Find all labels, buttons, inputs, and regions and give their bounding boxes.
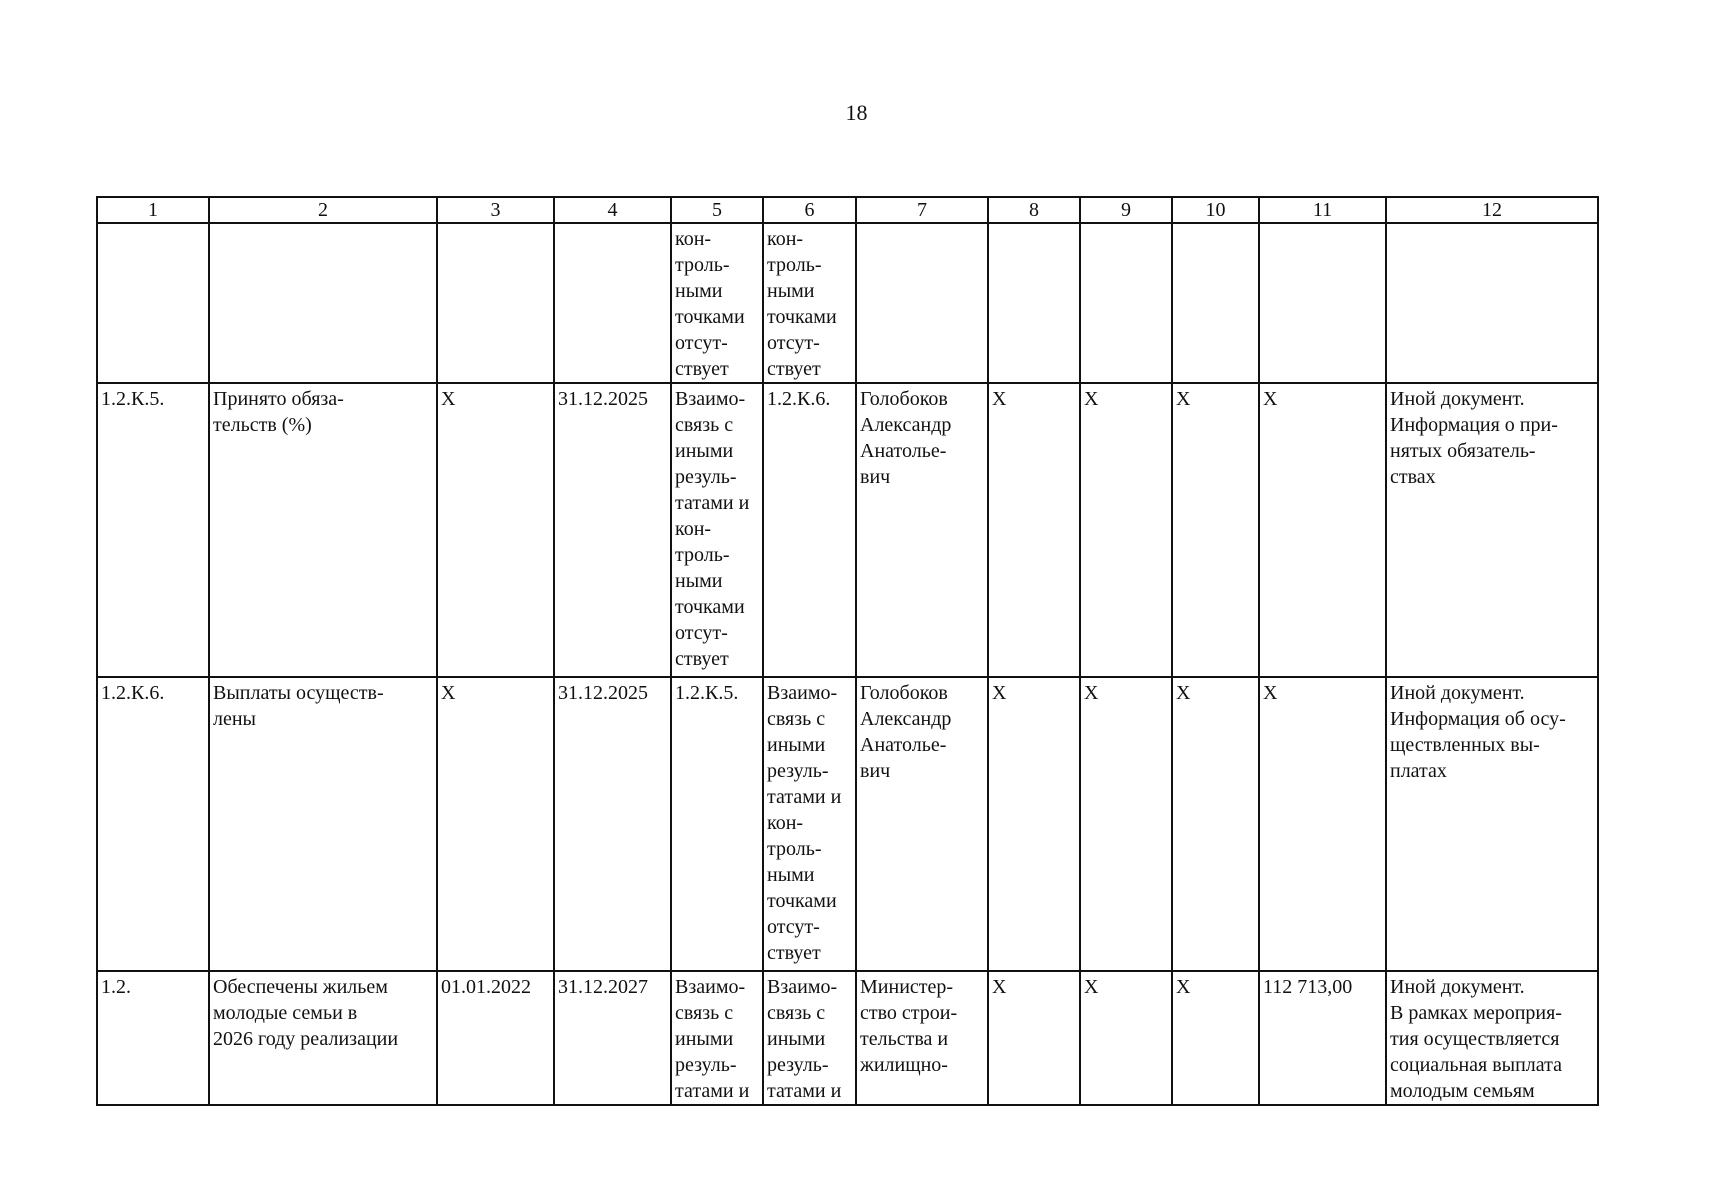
table-cell: 1.2.К.5.	[671, 677, 763, 971]
table-cell: 1.2.	[97, 971, 209, 1105]
table-cell: Взаимо- связь с иными резуль- татами и кон- троль- ными точками отсут- ствует	[671, 383, 763, 677]
table-cell: Выплаты осуществ- лены	[209, 677, 437, 971]
col-header: 10	[1172, 197, 1259, 223]
table-cell: Х	[1080, 971, 1172, 1105]
table-cell: Х	[1172, 383, 1259, 677]
table-cell: кон- троль- ными точками отсут- ствует	[763, 223, 856, 383]
col-header: 1	[97, 197, 209, 223]
table-cell: 1.2.К.6.	[763, 383, 856, 677]
table-row	[97, 677, 1598, 971]
header-row	[97, 197, 1598, 223]
table-row	[97, 971, 1598, 1105]
table-cell	[209, 223, 437, 383]
table-cell	[1080, 223, 1172, 383]
table-cell: Х	[1259, 383, 1386, 677]
col-header: 8	[988, 197, 1080, 223]
table-cell: 1.2.К.5.	[97, 383, 209, 677]
col-header: 4	[554, 197, 671, 223]
col-header: 2	[209, 197, 437, 223]
table-cell: Иной документ. Информация о при- нятых обязатель- ствах	[1386, 383, 1598, 677]
table-cell: Х	[437, 677, 554, 971]
table-cell: Иной документ. Информация об осу- ществленных вы- платах	[1386, 677, 1598, 971]
table-cell: Х	[988, 677, 1080, 971]
col-header: 11	[1259, 197, 1386, 223]
table-cell: кон- троль- ными точками отсут- ствует	[671, 223, 763, 383]
table-cell: 31.12.2027	[554, 971, 671, 1105]
table-cell	[988, 223, 1080, 383]
table-cell: Министер- ство строи- тельства и жилищно-	[856, 971, 988, 1105]
table-row	[97, 383, 1598, 677]
col-header: 6	[763, 197, 856, 223]
table-cell: Х	[988, 971, 1080, 1105]
col-header: 12	[1386, 197, 1598, 223]
table-cell: Х	[437, 383, 554, 677]
table-cell	[1259, 223, 1386, 383]
table-cell: 112 713,00	[1259, 971, 1386, 1105]
plan-table	[96, 196, 1599, 1106]
table-cell: Обеспечены жильем молодые семьи в 2026 году реализации	[209, 971, 437, 1105]
col-header: 3	[437, 197, 554, 223]
col-header: 9	[1080, 197, 1172, 223]
table-cell	[437, 223, 554, 383]
table-cell: Иной документ. В рамках мероприя- тия осуществляется социальная выплата молодым семьям	[1386, 971, 1598, 1105]
table-cell: Х	[1259, 677, 1386, 971]
table-cell	[856, 223, 988, 383]
col-header: 5	[671, 197, 763, 223]
table-row	[97, 223, 1598, 383]
table-cell: 01.01.2022	[437, 971, 554, 1105]
table-cell: Х	[1080, 383, 1172, 677]
table-cell: Голобоков Александр Анатолье- вич	[856, 677, 988, 971]
table-cell: Х	[1080, 677, 1172, 971]
table-cell	[97, 223, 209, 383]
table-cell: Х	[1172, 971, 1259, 1105]
table-cell: Взаимо- связь с иными резуль- татами и	[671, 971, 763, 1105]
table-cell: 31.12.2025	[554, 677, 671, 971]
table-cell: Принято обяза- тельств (%)	[209, 383, 437, 677]
table-cell: Взаимо- связь с иными резуль- татами и	[763, 971, 856, 1105]
table-cell: Х	[1172, 677, 1259, 971]
table-cell	[554, 223, 671, 383]
table-cell: Взаимо- связь с иными резуль- татами и кон- троль- ными точками отсут- ствует	[763, 677, 856, 971]
table-cell	[1386, 223, 1598, 383]
col-header: 7	[856, 197, 988, 223]
table-cell: Голобоков Александр Анатолье- вич	[856, 383, 988, 677]
table-cell: Х	[988, 383, 1080, 677]
table-cell	[1172, 223, 1259, 383]
table-cell: 1.2.К.6.	[97, 677, 209, 971]
table-cell: 31.12.2025	[554, 383, 671, 677]
page-number: 18	[845, 100, 868, 125]
